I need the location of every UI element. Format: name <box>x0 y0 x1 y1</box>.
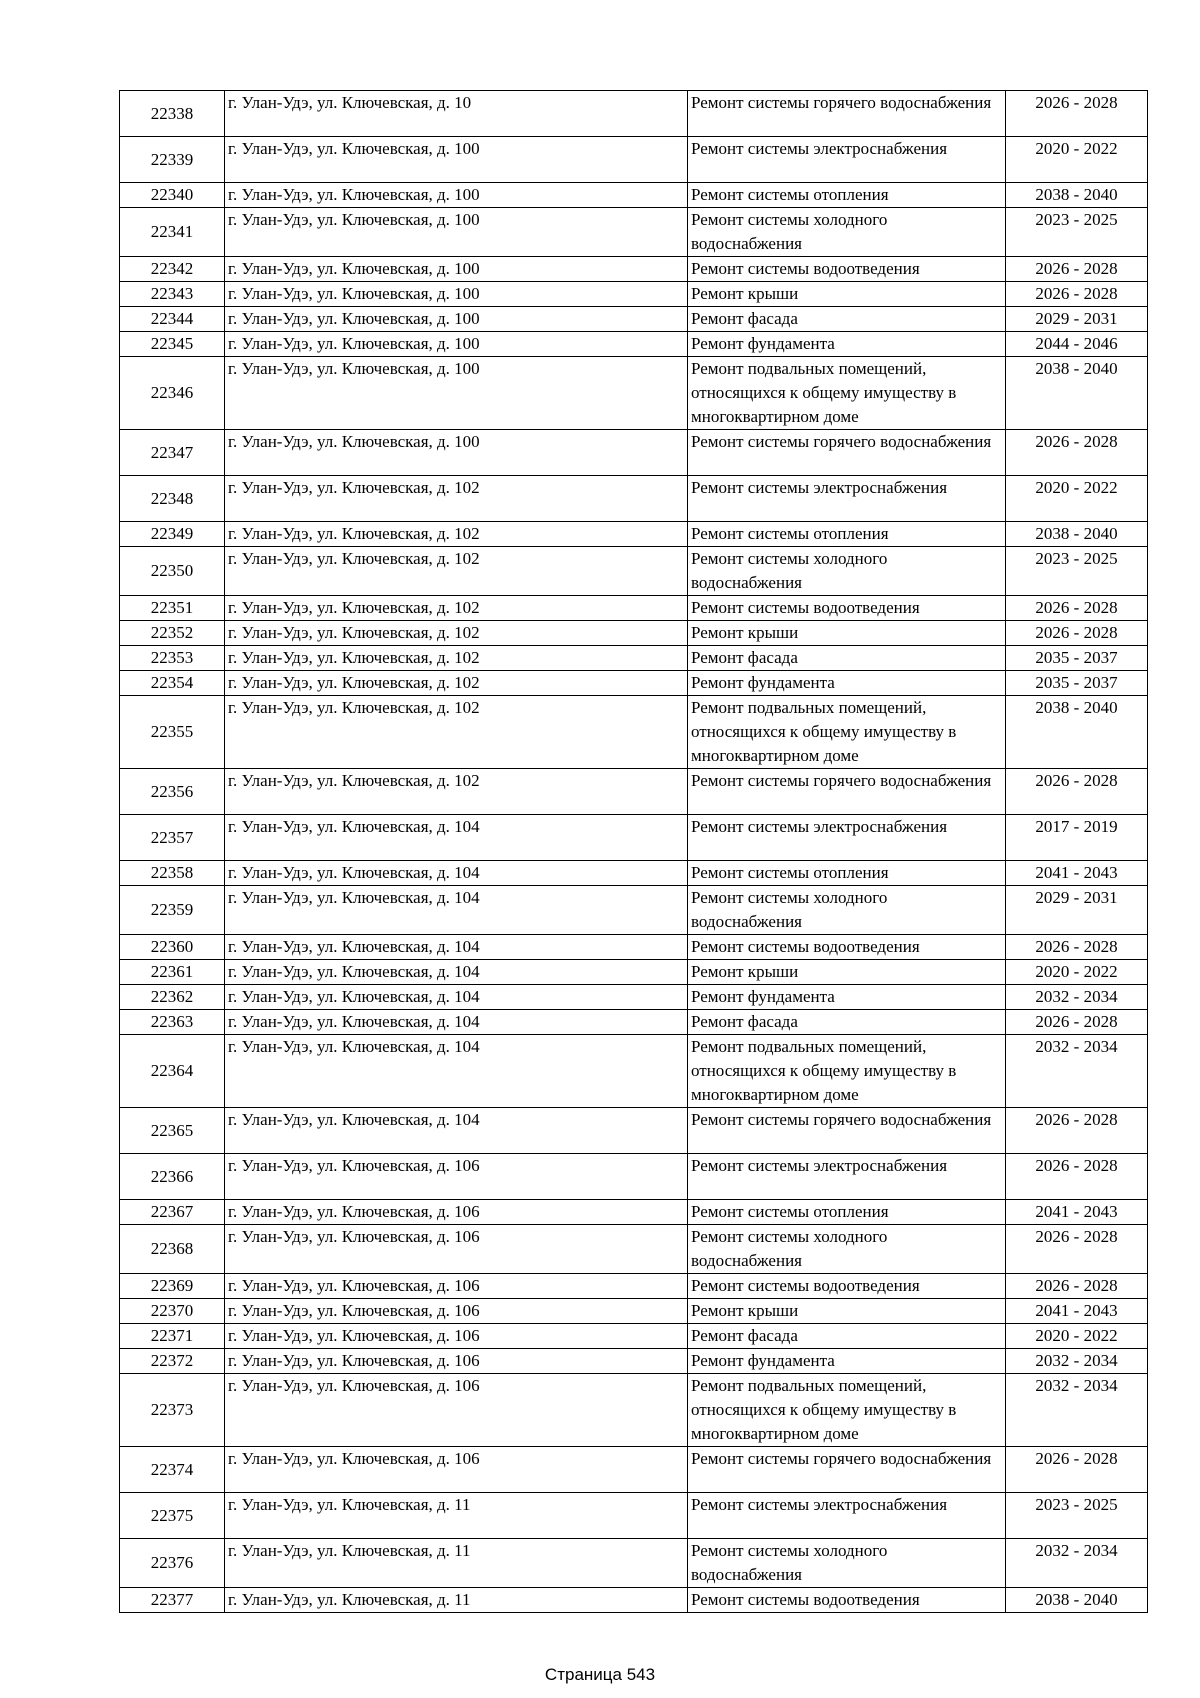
period-cell: 2023 - 2025 <box>1006 547 1148 596</box>
period-cell: 2020 - 2022 <box>1006 137 1148 183</box>
period-cell: 2038 - 2040 <box>1006 1588 1148 1613</box>
period-cell: 2029 - 2031 <box>1006 886 1148 935</box>
work-type-cell: Ремонт системы горячего водоснабжения <box>688 91 1006 137</box>
table-row <box>120 1274 1148 1299</box>
work-type-cell: Ремонт фундамента <box>688 1349 1006 1374</box>
address-cell: г. Улан-Удэ, ул. Ключевская, д. 106 <box>225 1324 688 1349</box>
work-type-cell: Ремонт системы водоотведения <box>688 596 1006 621</box>
table-row <box>120 596 1148 621</box>
table-row <box>120 1324 1148 1349</box>
table-row <box>120 91 1148 137</box>
address-cell: г. Улан-Удэ, ул. Ключевская, д. 104 <box>225 935 688 960</box>
table-row <box>120 137 1148 183</box>
table-row <box>120 935 1148 960</box>
row-number-cell: 22375 <box>120 1493 225 1539</box>
work-type-cell: Ремонт системы электроснабжения <box>688 815 1006 861</box>
work-type-cell: Ремонт системы отопления <box>688 1200 1006 1225</box>
work-type-cell: Ремонт фундамента <box>688 332 1006 357</box>
table-row <box>120 1010 1148 1035</box>
work-type-cell: Ремонт системы электроснабжения <box>688 137 1006 183</box>
table-row <box>120 282 1148 307</box>
work-type-cell: Ремонт фасада <box>688 1010 1006 1035</box>
work-type-cell: Ремонт крыши <box>688 960 1006 985</box>
address-cell: г. Улан-Удэ, ул. Ключевская, д. 104 <box>225 886 688 935</box>
row-number-cell: 22376 <box>120 1539 225 1588</box>
work-type-cell: Ремонт фундамента <box>688 985 1006 1010</box>
period-cell: 2017 - 2019 <box>1006 815 1148 861</box>
period-cell: 2032 - 2034 <box>1006 1539 1148 1588</box>
period-cell: 2026 - 2028 <box>1006 935 1148 960</box>
row-number-cell: 22356 <box>120 769 225 815</box>
period-cell: 2026 - 2028 <box>1006 282 1148 307</box>
row-number-cell: 22370 <box>120 1299 225 1324</box>
row-number-cell: 22373 <box>120 1374 225 1447</box>
table-row <box>120 1493 1148 1539</box>
table-row <box>120 1225 1148 1274</box>
work-type-cell: Ремонт фасада <box>688 307 1006 332</box>
row-number-cell: 22352 <box>120 621 225 646</box>
period-cell: 2026 - 2028 <box>1006 1225 1148 1274</box>
address-cell: г. Улан-Удэ, ул. Ключевская, д. 106 <box>225 1154 688 1200</box>
work-type-cell: Ремонт системы горячего водоснабжения <box>688 1447 1006 1493</box>
address-cell: г. Улан-Удэ, ул. Ключевская, д. 104 <box>225 960 688 985</box>
table-row <box>120 1299 1148 1324</box>
address-cell: г. Улан-Удэ, ул. Ключевская, д. 11 <box>225 1588 688 1613</box>
row-number-cell: 22343 <box>120 282 225 307</box>
work-type-cell: Ремонт системы холодного водоснабжения <box>688 208 1006 257</box>
period-cell: 2032 - 2034 <box>1006 985 1148 1010</box>
period-cell: 2020 - 2022 <box>1006 476 1148 522</box>
row-number-cell: 22362 <box>120 985 225 1010</box>
row-number-cell: 22365 <box>120 1108 225 1154</box>
period-cell: 2026 - 2028 <box>1006 1108 1148 1154</box>
period-cell: 2035 - 2037 <box>1006 671 1148 696</box>
period-cell: 2044 - 2046 <box>1006 332 1148 357</box>
work-type-cell: Ремонт подвальных помещений, относящихся к общему имуществу в многоквартирном доме <box>688 357 1006 430</box>
row-number-cell: 22364 <box>120 1035 225 1108</box>
work-type-cell: Ремонт системы водоотведения <box>688 935 1006 960</box>
row-number-cell: 22355 <box>120 696 225 769</box>
address-cell: г. Улан-Удэ, ул. Ключевская, д. 104 <box>225 815 688 861</box>
address-cell: г. Улан-Удэ, ул. Ключевская, д. 106 <box>225 1200 688 1225</box>
row-number-cell: 22339 <box>120 137 225 183</box>
work-type-cell: Ремонт системы горячего водоснабжения <box>688 769 1006 815</box>
period-cell: 2026 - 2028 <box>1006 1447 1148 1493</box>
table-row <box>120 522 1148 547</box>
table-row <box>120 1349 1148 1374</box>
row-number-cell: 22338 <box>120 91 225 137</box>
row-number-cell: 22344 <box>120 307 225 332</box>
table-row <box>120 621 1148 646</box>
address-cell: г. Улан-Удэ, ул. Ключевская, д. 106 <box>225 1349 688 1374</box>
table-row <box>120 646 1148 671</box>
work-type-cell: Ремонт системы горячего водоснабжения <box>688 430 1006 476</box>
address-cell: г. Улан-Удэ, ул. Ключевская, д. 106 <box>225 1374 688 1447</box>
address-cell: г. Улан-Удэ, ул. Ключевская, д. 102 <box>225 696 688 769</box>
period-cell: 2035 - 2037 <box>1006 646 1148 671</box>
row-number-cell: 22354 <box>120 671 225 696</box>
row-number-cell: 22363 <box>120 1010 225 1035</box>
page-number: Страница 543 <box>544 1665 656 1684</box>
row-number-cell: 22340 <box>120 183 225 208</box>
address-cell: г. Улан-Удэ, ул. Ключевская, д. 100 <box>225 137 688 183</box>
period-cell: 2029 - 2031 <box>1006 307 1148 332</box>
period-cell: 2026 - 2028 <box>1006 91 1148 137</box>
address-cell: г. Улан-Удэ, ул. Ключевская, д. 106 <box>225 1274 688 1299</box>
work-type-cell: Ремонт подвальных помещений, относящихся к общему имуществу в многоквартирном доме <box>688 1035 1006 1108</box>
row-number-cell: 22350 <box>120 547 225 596</box>
row-number-cell: 22361 <box>120 960 225 985</box>
address-cell: г. Улан-Удэ, ул. Ключевская, д. 102 <box>225 671 688 696</box>
work-type-cell: Ремонт фасада <box>688 646 1006 671</box>
table-row <box>120 1374 1148 1447</box>
row-number-cell: 22357 <box>120 815 225 861</box>
row-number-cell: 22347 <box>120 430 225 476</box>
table-row <box>120 476 1148 522</box>
address-cell: г. Улан-Удэ, ул. Ключевская, д. 104 <box>225 1035 688 1108</box>
address-cell: г. Улан-Удэ, ул. Ключевская, д. 102 <box>225 769 688 815</box>
work-type-cell: Ремонт фундамента <box>688 671 1006 696</box>
work-type-cell: Ремонт системы отопления <box>688 861 1006 886</box>
period-cell: 2026 - 2028 <box>1006 1154 1148 1200</box>
table-row <box>120 886 1148 935</box>
period-cell: 2023 - 2025 <box>1006 1493 1148 1539</box>
table-row <box>120 671 1148 696</box>
row-number-cell: 22368 <box>120 1225 225 1274</box>
row-number-cell: 22358 <box>120 861 225 886</box>
work-type-cell: Ремонт системы отопления <box>688 522 1006 547</box>
row-number-cell: 22371 <box>120 1324 225 1349</box>
address-cell: г. Улан-Удэ, ул. Ключевская, д. 102 <box>225 646 688 671</box>
table-row <box>120 1154 1148 1200</box>
row-number-cell: 22349 <box>120 522 225 547</box>
table-row <box>120 769 1148 815</box>
row-number-cell: 22367 <box>120 1200 225 1225</box>
period-cell: 2020 - 2022 <box>1006 1324 1148 1349</box>
period-cell: 2026 - 2028 <box>1006 1274 1148 1299</box>
period-cell: 2026 - 2028 <box>1006 769 1148 815</box>
row-number-cell: 22345 <box>120 332 225 357</box>
table-row <box>120 1035 1148 1108</box>
table-row <box>120 815 1148 861</box>
row-number-cell: 22348 <box>120 476 225 522</box>
table-row <box>120 547 1148 596</box>
work-type-cell: Ремонт системы холодного водоснабжения <box>688 1225 1006 1274</box>
work-type-cell: Ремонт системы водоотведения <box>688 257 1006 282</box>
address-cell: г. Улан-Удэ, ул. Ключевская, д. 100 <box>225 257 688 282</box>
row-number-cell: 22351 <box>120 596 225 621</box>
period-cell: 2038 - 2040 <box>1006 522 1148 547</box>
period-cell: 2041 - 2043 <box>1006 861 1148 886</box>
table-row <box>120 357 1148 430</box>
address-cell: г. Улан-Удэ, ул. Ключевская, д. 10 <box>225 91 688 137</box>
period-cell: 2026 - 2028 <box>1006 596 1148 621</box>
work-type-cell: Ремонт крыши <box>688 282 1006 307</box>
period-cell: 2032 - 2034 <box>1006 1035 1148 1108</box>
period-cell: 2032 - 2034 <box>1006 1374 1148 1447</box>
table-row <box>120 257 1148 282</box>
row-number-cell: 22353 <box>120 646 225 671</box>
address-cell: г. Улан-Удэ, ул. Ключевская, д. 104 <box>225 985 688 1010</box>
period-cell: 2026 - 2028 <box>1006 621 1148 646</box>
work-type-cell: Ремонт системы электроснабжения <box>688 1493 1006 1539</box>
address-cell: г. Улан-Удэ, ул. Ключевская, д. 11 <box>225 1493 688 1539</box>
address-cell: г. Улан-Удэ, ул. Ключевская, д. 102 <box>225 476 688 522</box>
table-row <box>120 1539 1148 1588</box>
address-cell: г. Улан-Удэ, ул. Ключевская, д. 102 <box>225 522 688 547</box>
period-cell: 2041 - 2043 <box>1006 1200 1148 1225</box>
address-cell: г. Улан-Удэ, ул. Ключевская, д. 104 <box>225 1108 688 1154</box>
address-cell: г. Улан-Удэ, ул. Ключевская, д. 100 <box>225 183 688 208</box>
address-cell: г. Улан-Удэ, ул. Ключевская, д. 100 <box>225 357 688 430</box>
work-type-cell: Ремонт системы холодного водоснабжения <box>688 886 1006 935</box>
row-number-cell: 22341 <box>120 208 225 257</box>
table-body <box>120 91 1148 1613</box>
address-cell: г. Улан-Удэ, ул. Ключевская, д. 106 <box>225 1447 688 1493</box>
period-cell: 2038 - 2040 <box>1006 696 1148 769</box>
work-type-cell: Ремонт подвальных помещений, относящихся к общему имуществу в многоквартирном доме <box>688 696 1006 769</box>
period-cell: 2026 - 2028 <box>1006 430 1148 476</box>
address-cell: г. Улан-Удэ, ул. Ключевская, д. 100 <box>225 430 688 476</box>
work-type-cell: Ремонт системы холодного водоснабжения <box>688 1539 1006 1588</box>
row-number-cell: 22369 <box>120 1274 225 1299</box>
work-type-cell: Ремонт системы электроснабжения <box>688 476 1006 522</box>
table-row <box>120 696 1148 769</box>
period-cell: 2038 - 2040 <box>1006 183 1148 208</box>
capital-repair-table <box>119 90 1148 1613</box>
row-number-cell: 22360 <box>120 935 225 960</box>
row-number-cell: 22342 <box>120 257 225 282</box>
period-cell: 2032 - 2034 <box>1006 1349 1148 1374</box>
table-row <box>120 208 1148 257</box>
table-row <box>120 430 1148 476</box>
table-row <box>120 985 1148 1010</box>
period-cell: 2023 - 2025 <box>1006 208 1148 257</box>
row-number-cell: 22366 <box>120 1154 225 1200</box>
address-cell: г. Улан-Удэ, ул. Ключевская, д. 106 <box>225 1225 688 1274</box>
table-row <box>120 1588 1148 1613</box>
table-row <box>120 307 1148 332</box>
address-cell: г. Улан-Удэ, ул. Ключевская, д. 106 <box>225 1299 688 1324</box>
work-type-cell: Ремонт системы водоотведения <box>688 1274 1006 1299</box>
row-number-cell: 22377 <box>120 1588 225 1613</box>
address-cell: г. Улан-Удэ, ул. Ключевская, д. 102 <box>225 547 688 596</box>
address-cell: г. Улан-Удэ, ул. Ключевская, д. 104 <box>225 1010 688 1035</box>
table-row <box>120 960 1148 985</box>
period-cell: 2026 - 2028 <box>1006 1010 1148 1035</box>
work-type-cell: Ремонт системы горячего водоснабжения <box>688 1108 1006 1154</box>
table-row <box>120 1200 1148 1225</box>
work-type-cell: Ремонт фасада <box>688 1324 1006 1349</box>
address-cell: г. Улан-Удэ, ул. Ключевская, д. 100 <box>225 332 688 357</box>
table-row <box>120 183 1148 208</box>
row-number-cell: 22359 <box>120 886 225 935</box>
table-row <box>120 1447 1148 1493</box>
row-number-cell: 22372 <box>120 1349 225 1374</box>
address-cell: г. Улан-Удэ, ул. Ключевская, д. 100 <box>225 208 688 257</box>
work-type-cell: Ремонт системы электроснабжения <box>688 1154 1006 1200</box>
table-row <box>120 861 1148 886</box>
address-cell: г. Улан-Удэ, ул. Ключевская, д. 102 <box>225 621 688 646</box>
row-number-cell: 22346 <box>120 357 225 430</box>
table-row <box>120 1108 1148 1154</box>
address-cell: г. Улан-Удэ, ул. Ключевская, д. 100 <box>225 282 688 307</box>
work-type-cell: Ремонт системы водоотведения <box>688 1588 1006 1613</box>
address-cell: г. Улан-Удэ, ул. Ключевская, д. 104 <box>225 861 688 886</box>
work-type-cell: Ремонт крыши <box>688 1299 1006 1324</box>
period-cell: 2038 - 2040 <box>1006 357 1148 430</box>
period-cell: 2026 - 2028 <box>1006 257 1148 282</box>
work-type-cell: Ремонт крыши <box>688 621 1006 646</box>
work-type-cell: Ремонт системы холодного водоснабжения <box>688 547 1006 596</box>
work-type-cell: Ремонт подвальных помещений, относящихся к общему имуществу в многоквартирном доме <box>688 1374 1006 1447</box>
period-cell: 2020 - 2022 <box>1006 960 1148 985</box>
address-cell: г. Улан-Удэ, ул. Ключевская, д. 100 <box>225 307 688 332</box>
address-cell: г. Улан-Удэ, ул. Ключевская, д. 102 <box>225 596 688 621</box>
period-cell: 2041 - 2043 <box>1006 1299 1148 1324</box>
address-cell: г. Улан-Удэ, ул. Ключевская, д. 11 <box>225 1539 688 1588</box>
table-row <box>120 332 1148 357</box>
work-type-cell: Ремонт системы отопления <box>688 183 1006 208</box>
row-number-cell: 22374 <box>120 1447 225 1493</box>
